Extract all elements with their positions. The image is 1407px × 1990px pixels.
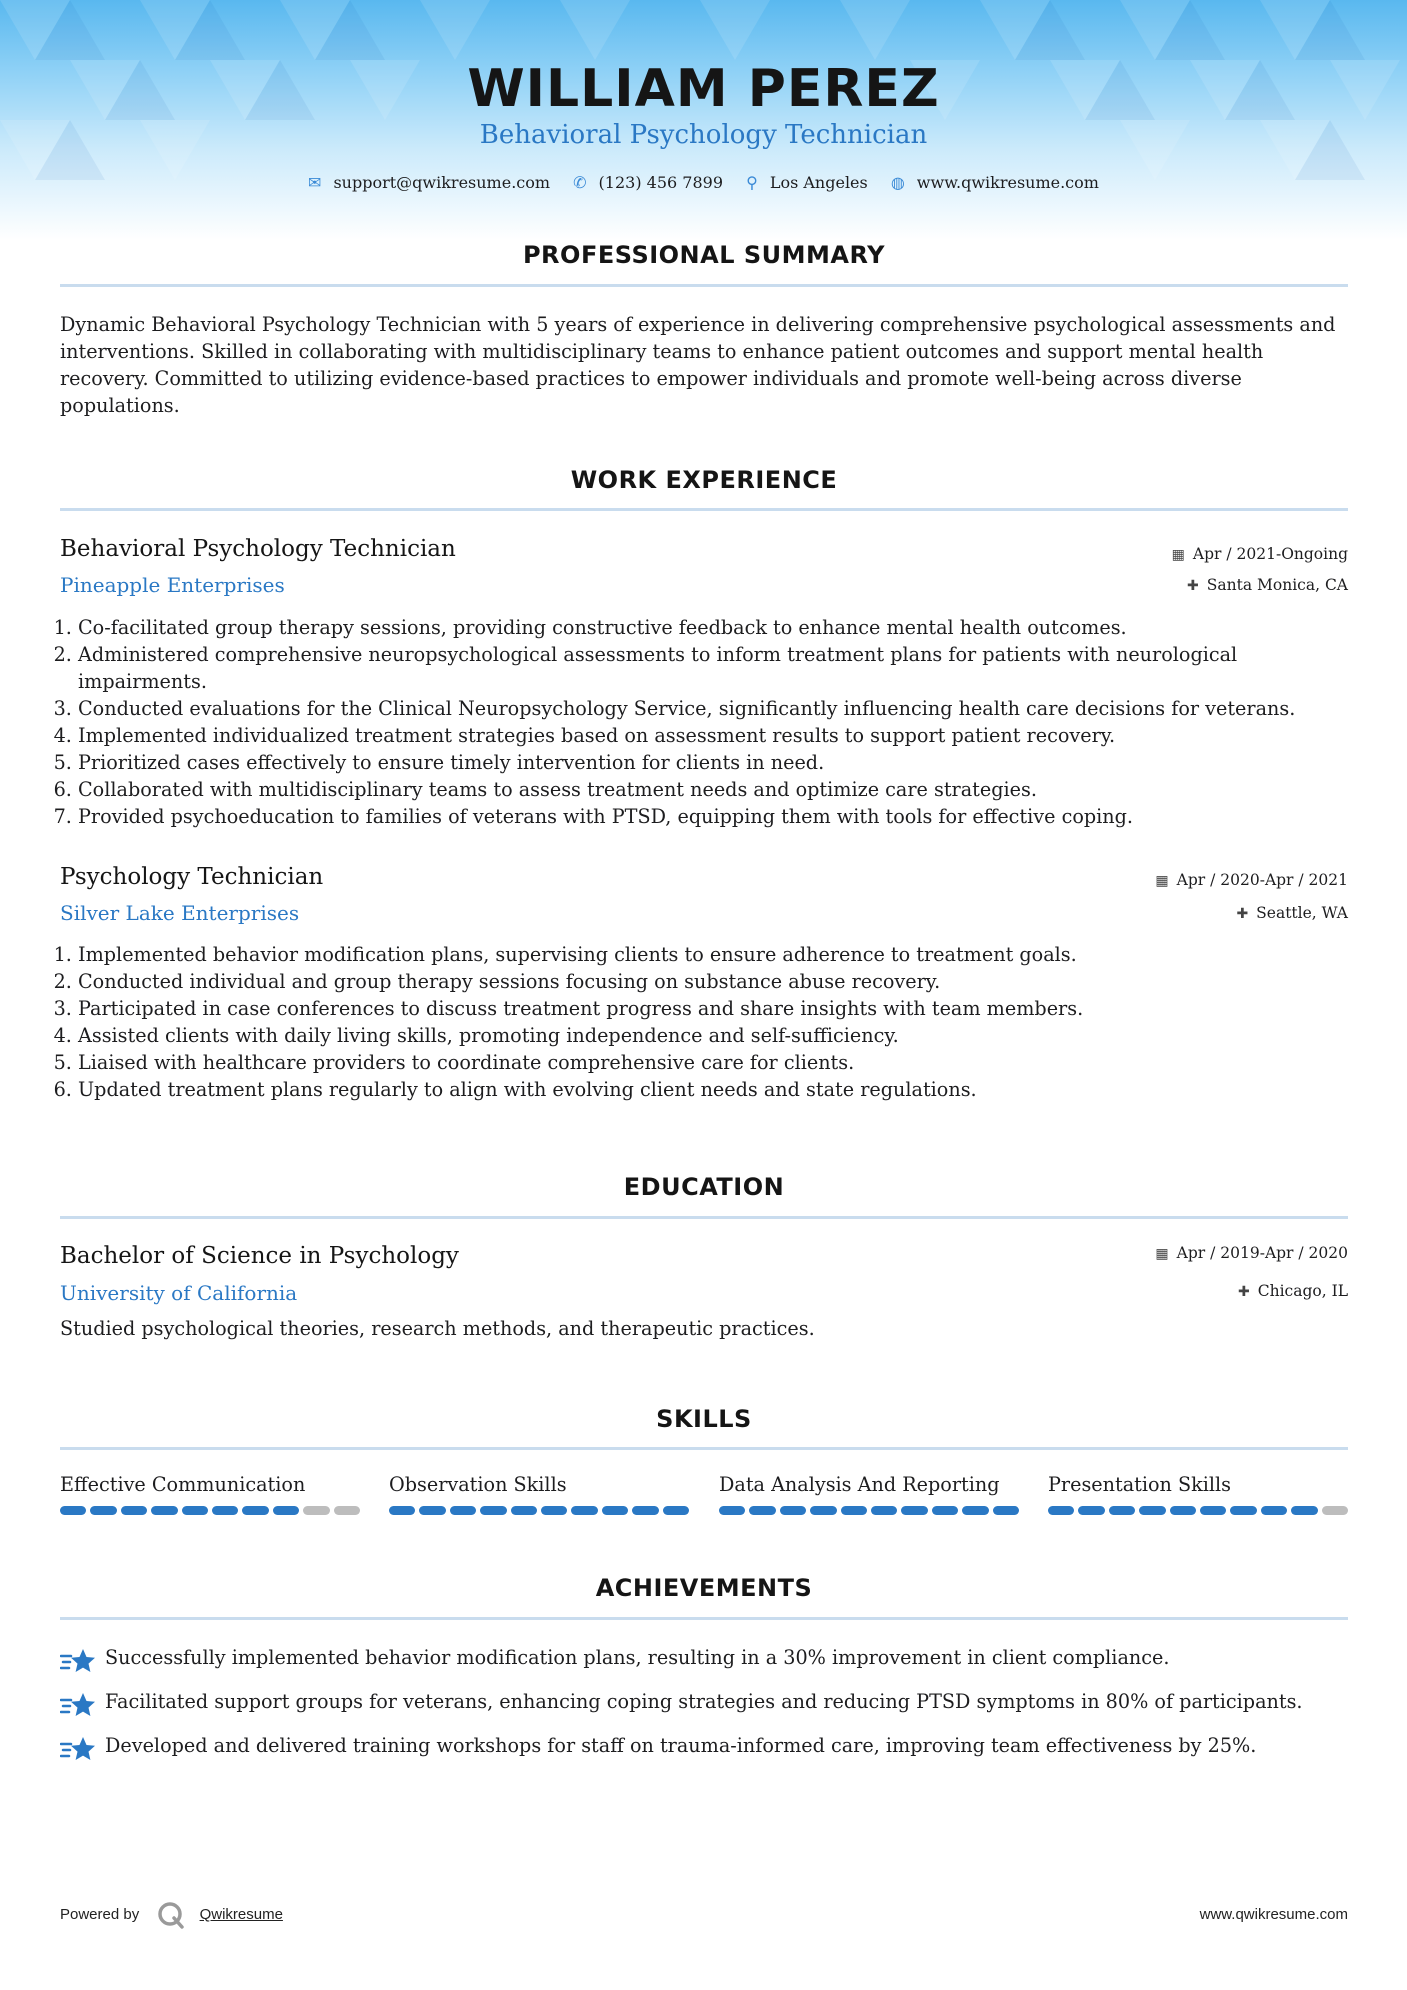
list-item: 6. Updated treatment plans regularly to align with evolving client needs and state regulations. [78, 1076, 1368, 1103]
achievement-text: Developed and delivered training workshops for staff on trauma-informed care, improving team effectiveness by 25%. [105, 1734, 1257, 1757]
list-item: 3. Participated in case conferences to discuss treatment progress and share insights with team members. [78, 995, 1368, 1022]
skill-level-meter [719, 1506, 1019, 1515]
skill-segment-filled [780, 1506, 806, 1515]
skill-segment-filled [90, 1506, 116, 1515]
job-location: ✚ Seattle, WA [1236, 904, 1348, 922]
education-location: ✚ Chicago, IL [1238, 1282, 1348, 1300]
skill-segment-filled [541, 1506, 567, 1515]
skill-segment-filled [450, 1506, 476, 1515]
skill-item [389, 1472, 689, 1515]
job-duties-list [60, 614, 1368, 830]
phone-icon: ✆ [573, 173, 587, 192]
job-title: Behavioral Psychology Technician [60, 536, 456, 562]
skill-segment-filled [1200, 1506, 1226, 1515]
calendar-icon: ▦ [1155, 873, 1169, 889]
skill-segment-filled [1078, 1506, 1104, 1515]
calendar-icon: ▦ [1155, 1246, 1169, 1262]
pushpin-icon: ✚ [1187, 578, 1199, 594]
skill-segment-empty [334, 1506, 360, 1515]
skill-segment-filled [212, 1506, 238, 1515]
candidate-role: Behavioral Psychology Technician [479, 120, 928, 150]
skill-segment-filled [810, 1506, 836, 1515]
achievement-text: Successfully implemented behavior modification plans, resulting in a 30% improvement in client compliance. [105, 1646, 1170, 1669]
skill-level-meter [1048, 1506, 1348, 1515]
achievement-item [60, 1688, 1350, 1724]
skill-name: Effective Communication [60, 1473, 306, 1496]
star-icon [60, 1691, 96, 1721]
skill-item [60, 1472, 360, 1515]
skill-segment-filled [871, 1506, 897, 1515]
company-name: Silver Lake Enterprises [60, 901, 300, 925]
skill-level-meter [389, 1506, 689, 1515]
school-name: University of California [60, 1281, 298, 1305]
section-title-skills: SKILLS [656, 1405, 752, 1433]
education-dates: ▦ Apr / 2019-Apr / 2020 [1155, 1244, 1348, 1262]
list-item: 4. Assisted clients with daily living skills, promoting independence and self-sufficiency. [78, 1022, 1368, 1049]
section-title-achievements: ACHIEVEMENTS [595, 1574, 813, 1602]
contact-bar [0, 170, 1407, 196]
star-icon [60, 1647, 96, 1677]
skill-segment-filled [389, 1506, 415, 1515]
list-item: 4. Implemented individualized treatment strategies based on assessment results to support patient recovery. [78, 722, 1368, 749]
list-item: 5. Prioritized cases effectively to ensure timely intervention for clients in need. [78, 749, 1368, 776]
skill-segment-filled [602, 1506, 628, 1515]
skill-segment-filled [1139, 1506, 1165, 1515]
skill-segment-filled [932, 1506, 958, 1515]
skill-name: Observation Skills [389, 1473, 567, 1496]
globe-icon: ◍ [890, 173, 905, 192]
list-item: 3. Conducted evaluations for the Clinical Neuropsychology Service, significantly influencing health care decisions for veterans. [78, 695, 1368, 722]
footer-url[interactable]: www.qwikresume.com [1199, 1906, 1348, 1923]
section-divider [60, 1617, 1348, 1620]
skill-segment-filled [993, 1506, 1019, 1515]
skill-segment-filled [273, 1506, 299, 1515]
job-dates: ▦ Apr / 2021-Ongoing [1171, 545, 1348, 563]
skill-segment-filled [719, 1506, 745, 1515]
pushpin-icon: ✚ [1238, 1284, 1250, 1300]
skill-segment-filled [182, 1506, 208, 1515]
contact-website[interactable]: ◍ www.qwikresume.com [890, 173, 1099, 192]
skill-segment-filled [1170, 1506, 1196, 1515]
list-item: 2. Conducted individual and group therapy sessions focusing on substance abuse recovery. [78, 968, 1368, 995]
skill-segment-filled [121, 1506, 147, 1515]
section-divider [60, 508, 1348, 511]
star-icon [60, 1735, 96, 1765]
skill-segment-filled [571, 1506, 597, 1515]
calendar-icon: ▦ [1171, 547, 1185, 563]
skill-segment-filled [1230, 1506, 1256, 1515]
section-divider [60, 284, 1348, 287]
list-item: 2. Administered comprehensive neuropsychological assessments to inform treatment plans for patients with neurological impairments. [78, 641, 1368, 695]
skill-item [719, 1472, 1019, 1515]
skill-segment-filled [1261, 1506, 1287, 1515]
brand-link[interactable]: Qwikresume [199, 1906, 283, 1923]
header-banner [0, 0, 1407, 240]
list-item: 1. Co-facilitated group therapy sessions, providing constructive feedback to enhance mental health outcomes. [78, 614, 1368, 641]
achievement-text: Facilitated support groups for veterans, enhancing coping strategies and reducing PTSD symptoms in 80% of participants. [105, 1690, 1303, 1713]
skill-name: Presentation Skills [1048, 1473, 1232, 1496]
skill-level-meter [60, 1506, 360, 1515]
candidate-name: WILLIAM PEREZ [467, 59, 940, 119]
skill-segment-filled [480, 1506, 506, 1515]
skill-segment-filled [1291, 1506, 1317, 1515]
skill-name: Data Analysis And Reporting [719, 1473, 1000, 1496]
skill-segment-filled [962, 1506, 988, 1515]
skill-segment-filled [511, 1506, 537, 1515]
skill-segment-filled [901, 1506, 927, 1515]
map-pin-icon: ⚲ [746, 173, 758, 192]
job-title: Psychology Technician [60, 864, 324, 890]
pushpin-icon: ✚ [1236, 906, 1249, 922]
skill-segment-filled [419, 1506, 445, 1515]
skill-segment-filled [841, 1506, 867, 1515]
contact-location: ⚲ Los Angeles [746, 173, 868, 192]
job-dates: ▦ Apr / 2020-Apr / 2021 [1155, 871, 1348, 889]
list-item: 7. Provided psychoeducation to families of veterans with PTSD, equipping them with tools for effective coping. [78, 803, 1368, 830]
envelope-icon: ✉ [308, 173, 322, 192]
contact-phone[interactable]: ✆ (123) 456 7899 [573, 173, 723, 192]
section-divider [60, 1447, 1348, 1450]
company-name: Pineapple Enterprises [60, 573, 285, 597]
skill-segment-filled [151, 1506, 177, 1515]
skill-segment-filled [242, 1506, 268, 1515]
section-title-experience: WORK EXPERIENCE [570, 466, 838, 494]
achievement-item [60, 1644, 1350, 1680]
skill-segment-filled [663, 1506, 689, 1515]
qwikresume-logo-icon [157, 1901, 185, 1929]
section-divider [60, 1216, 1348, 1219]
section-title-education: EDUCATION [623, 1173, 785, 1201]
degree-title: Bachelor of Science in Psychology [60, 1243, 459, 1269]
skill-segment-filled [60, 1506, 86, 1515]
list-item: 6. Collaborated with multidisciplinary teams to assess treatment needs and optimize care strategies. [78, 776, 1368, 803]
job-duties-list [60, 941, 1368, 1103]
footer-powered-by [60, 1900, 283, 1930]
skill-segment-filled [1048, 1506, 1074, 1515]
list-item: 1. Implemented behavior modification plans, supervising clients to ensure adherence to treatment goals. [78, 941, 1368, 968]
achievement-item [60, 1732, 1350, 1768]
skill-segment-filled [1109, 1506, 1135, 1515]
education-description: Studied psychological theories, research methods, and therapeutic practices. [60, 1317, 815, 1340]
summary-text: Dynamic Behavioral Psychology Technician with 5 years of experience in delivering comprehensive psychological assessments and interventions. Skilled in collaborating with multidisciplinary teams to enhance patient outcomes and support mental health recovery. Committed to utilizing evidence-based practices to empower individuals and promote well-being across diverse populations. [60, 313, 1336, 417]
skill-segment-empty [1322, 1506, 1348, 1515]
contact-email[interactable]: ✉ support@qwikresume.com [308, 173, 551, 192]
skill-segment-filled [749, 1506, 775, 1515]
powered-by-label: Powered by [60, 1906, 140, 1923]
skill-segment-empty [303, 1506, 329, 1515]
section-title-summary: PROFESSIONAL SUMMARY [522, 241, 886, 269]
skill-segment-filled [632, 1506, 658, 1515]
list-item: 5. Liaised with healthcare providers to coordinate comprehensive care for clients. [78, 1049, 1368, 1076]
skill-item [1048, 1472, 1348, 1515]
job-location: ✚ Santa Monica, CA [1187, 576, 1348, 594]
